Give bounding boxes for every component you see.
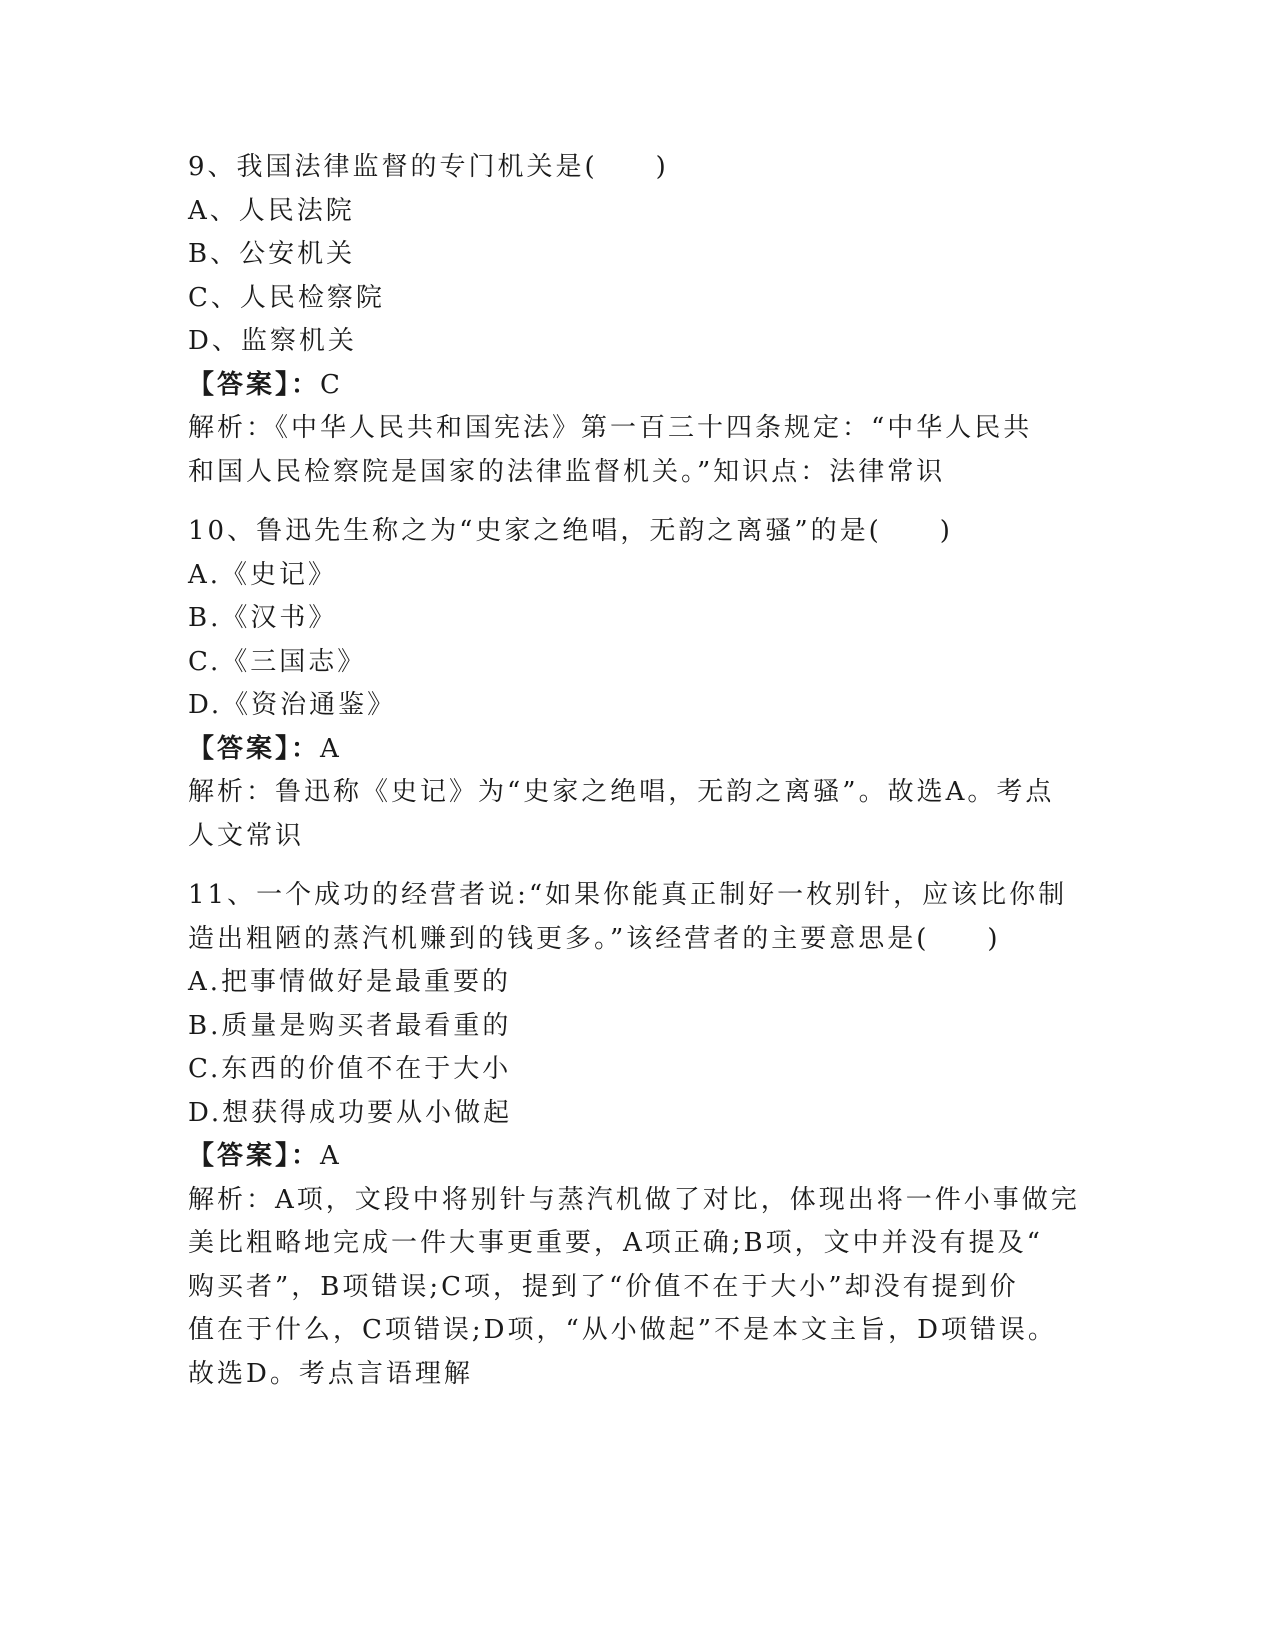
option-c: C.《三国志》	[188, 646, 367, 677]
answer-line	[188, 364, 1083, 408]
question-list	[188, 146, 1083, 1412]
answer-value: A	[320, 1141, 342, 1171]
option-d: D.想获得成功要从小做起	[188, 1097, 513, 1128]
option-b: B.质量是购买者最看重的	[188, 1010, 512, 1041]
question-stem: 10、鲁迅先生称之为“史家之绝唱，无韵之离骚”的是( )	[188, 516, 953, 546]
option-b: B.《汉书》	[188, 603, 338, 633]
answer-value: A	[320, 733, 342, 764]
explanation-line: 解析：《中华人民共和国宪法》第一百三十四条规定：“中华人民共	[188, 413, 1033, 443]
answer-label: 【答案】：	[188, 1141, 321, 1171]
question-stem: 造出粗陋的蒸汽机赚到的钱更多。”该经营者的主要意思是( )	[188, 923, 1001, 954]
explanation-line: 解析：A项，文段中将别针与蒸汽机做了对比，体现出将一件小事做完	[188, 1184, 1080, 1215]
explanation-line: 和国人民检察院是国家的法律监督机关。”知识点：法律常识	[188, 456, 946, 487]
option-c: C、人民检察院	[188, 282, 385, 313]
answer-label: 【答案】：	[188, 369, 321, 400]
explanation-line: 故选D。考点言语理解	[188, 1358, 473, 1389]
option-a: A.把事情做好是最重要的	[188, 967, 512, 997]
question-11	[188, 874, 1083, 1396]
option-d: D、监察机关	[188, 326, 357, 356]
option-b: B、公安机关	[188, 239, 356, 269]
option-c: C.东西的价值不在于大小	[188, 1054, 512, 1084]
explanation-line: 人文常识	[188, 820, 305, 851]
option-a: A.《史记》	[188, 559, 338, 590]
answer-line	[188, 728, 1083, 772]
explanation-line: 美比粗略地完成一件大事更重要，A项正确;B项，文中并没有提及“	[188, 1228, 1043, 1258]
question-stem: 9、我国法律监督的专门机关是( )	[188, 152, 669, 182]
question-9	[188, 146, 1083, 494]
explanation-line: 解析：鲁迅称《史记》为“史家之绝唱，无韵之离骚”。故选A。考点	[188, 777, 1055, 807]
option-a: A、人民法院	[188, 195, 355, 226]
question-10	[188, 510, 1083, 858]
explanation-line: 值在于什么，C项错误;D项，“从小做起”不是本文主旨，D项错误。	[188, 1315, 1057, 1345]
answer-value: C	[320, 369, 343, 400]
question-stem: 11、一个成功的经营者说:“如果你能真正制好一枚别针，应该比你制	[188, 880, 1068, 910]
answer-label: 【答案】：	[188, 733, 321, 764]
answer-line	[188, 1135, 1083, 1179]
option-d: D.《资治通鉴》	[188, 690, 397, 720]
explanation-line: 购买者”，B项错误;C项，提到了“价值不在于大小”却没有提到价	[188, 1271, 1019, 1302]
